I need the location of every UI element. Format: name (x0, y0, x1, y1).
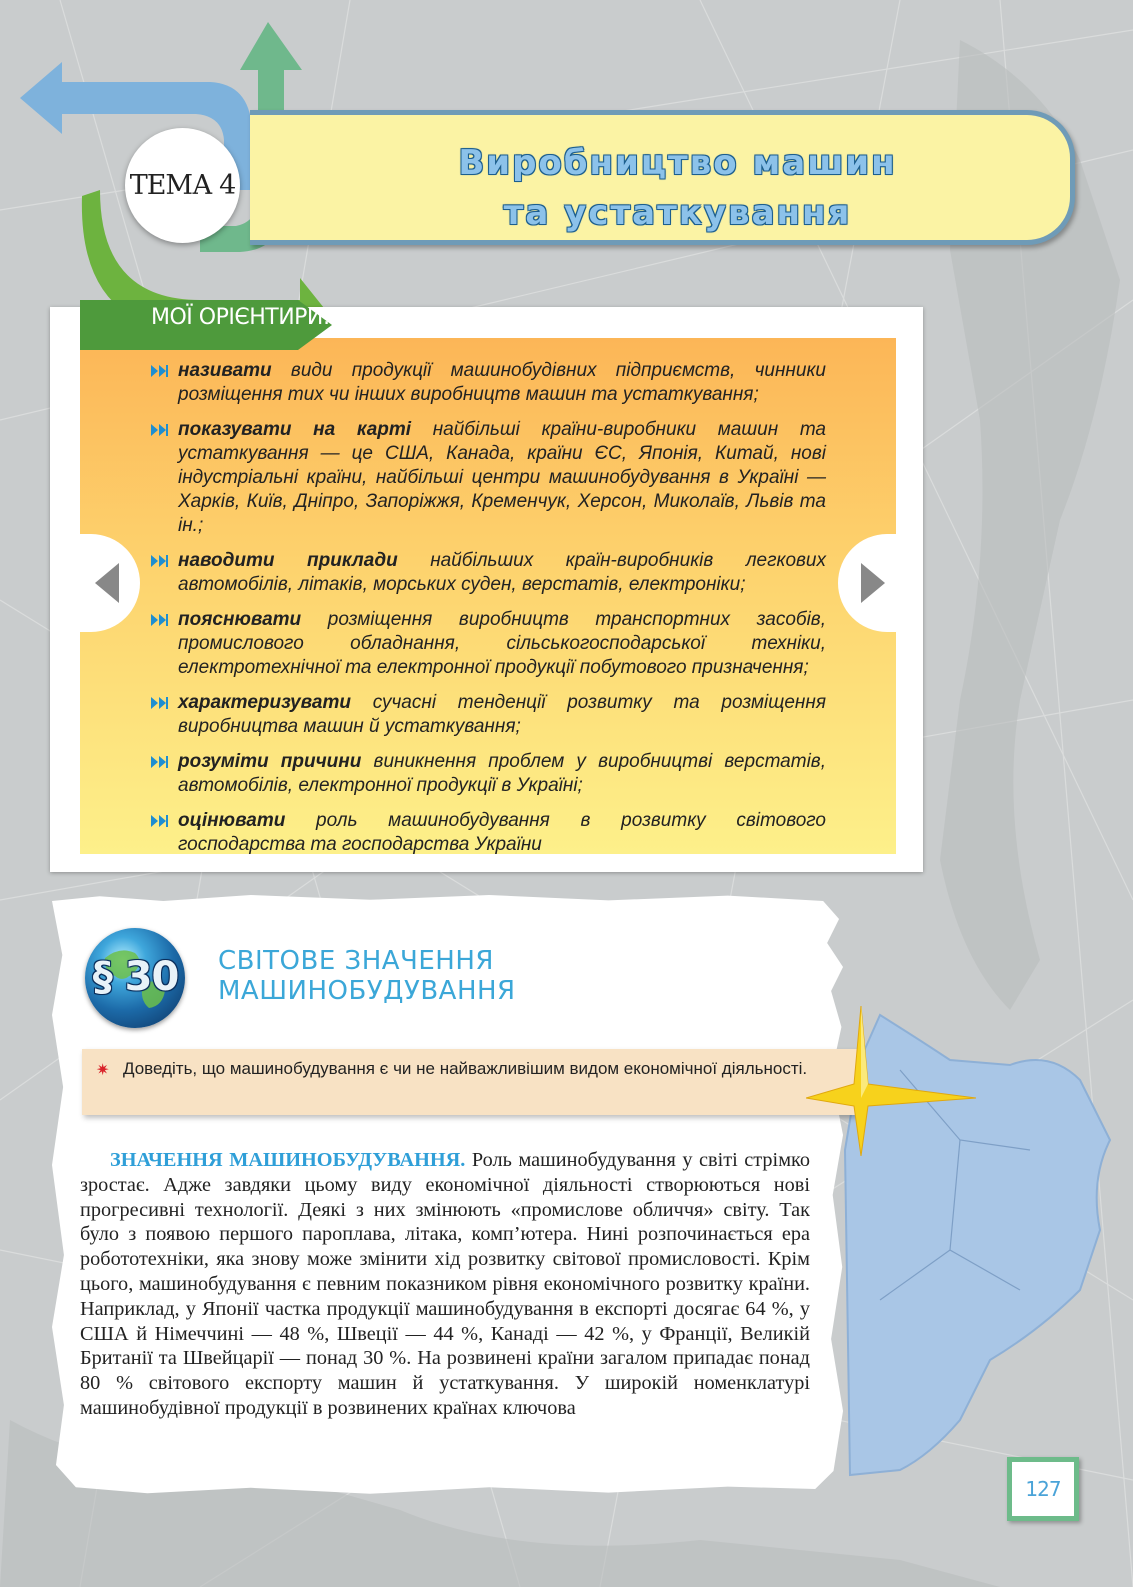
list-item: показувати на карті найбільші країни-виробники машин та устаткування — це США, Канада, країни ЄС, Японія, Китай, нові індустріальні країни, найбільші центри машинобудування в Україні — Харків, Київ, Дніпро, Запоріжжя, Кременчук, Херсон, Миколаїв, Львів та ін.; (150, 418, 826, 538)
paragraph-lead: ЗНАЧЕННЯ МАШИНОБУДУВАННЯ. (110, 1149, 466, 1171)
chevron-right-icon (861, 563, 885, 603)
list-item: характеризувати сучасні тенденції розвитку та розміщення виробництва машин й устаткування; (150, 691, 826, 739)
compass-star-icon (806, 1006, 976, 1156)
section-title-line-2: МАШИНОБУДУВАННЯ (218, 976, 516, 1006)
double-arrow-icon (150, 813, 168, 829)
page-number: 127 (1007, 1457, 1079, 1521)
topic-title-line-2: та устаткування (503, 193, 852, 233)
body-paragraph (80, 1148, 810, 1421)
list-item: оцінювати роль машинобудування в розвитку світового господарства та господарства України (150, 809, 826, 857)
question-text: Доведіть, що машинобудування є чи не найважливішим видом економічної діяльності. (123, 1059, 808, 1078)
topic-title-line-1: Виробництво машин (458, 143, 897, 183)
section-title-line-1: СВІТОВЕ ЗНАЧЕННЯ (218, 946, 494, 976)
list-item: пояснювати розміщення виробництв транспортних засобів, промислового обладнання, сільськогосподарської техніки, електротехнічної та електронної продукції побутового призначення; (150, 608, 826, 680)
list-item: називати види продукції машинобудівних підприємств, чинники розміщення тих чи інших виробництв машин та устаткування; (150, 359, 826, 407)
double-arrow-icon (150, 422, 168, 438)
topic-number-badge: ТЕМА 4 (125, 128, 240, 243)
asterisk-icon: ✷ (96, 1062, 110, 1079)
list-item: наводити приклади найбільших країн-виробників легкових автомобілів, літаків, морських суден, верстатів, електроніки; (150, 549, 826, 597)
chevron-left-icon (95, 563, 119, 603)
list-item: розуміти причини виникнення проблем у виробництві верстатів, автомобілів, електронної продукції в Україні; (150, 750, 826, 798)
double-arrow-icon (150, 612, 168, 628)
double-arrow-icon (150, 695, 168, 711)
double-arrow-icon (150, 754, 168, 770)
paragraph-number: § 30 (92, 954, 179, 1000)
paragraph-text: Роль машинобудування у світі стрімко зростає. Адже завдяки цьому виду економічної діяльності створюються нові прогресивні технології. Деякі з них змінюють «промислове обличчя» світу. Так було з появою першого пароплава, літака, комп’ютера. Нині розпочинається ера робототехніки, яка знову може змінити хід розвитку світової промисловості. Крім цього, машинобудування є певним показником рівня економічного розвитку країни. Наприклад, у Японії частка продукції машинобудування в експорті досягає 64 %, у США й Німеччині — 48 %, Швеції — 44 %, Канаді — 42 %, у Франції, Великій Британії та Швейцарії — понад 30 %. На розвинені країни загалом припадає понад 80 % світового експорту машин й устаткування. У широкій номенклатурі машинобудівної продукції в розвинених країнах ключова (80, 1149, 810, 1419)
double-arrow-icon (150, 553, 168, 569)
double-arrow-icon (150, 363, 168, 379)
topic-title (395, 138, 960, 238)
section-title (218, 946, 516, 1006)
learning-goals-label: МОЇ ОРІЄНТИРИ: (151, 305, 330, 330)
learning-goals-list (150, 359, 826, 868)
